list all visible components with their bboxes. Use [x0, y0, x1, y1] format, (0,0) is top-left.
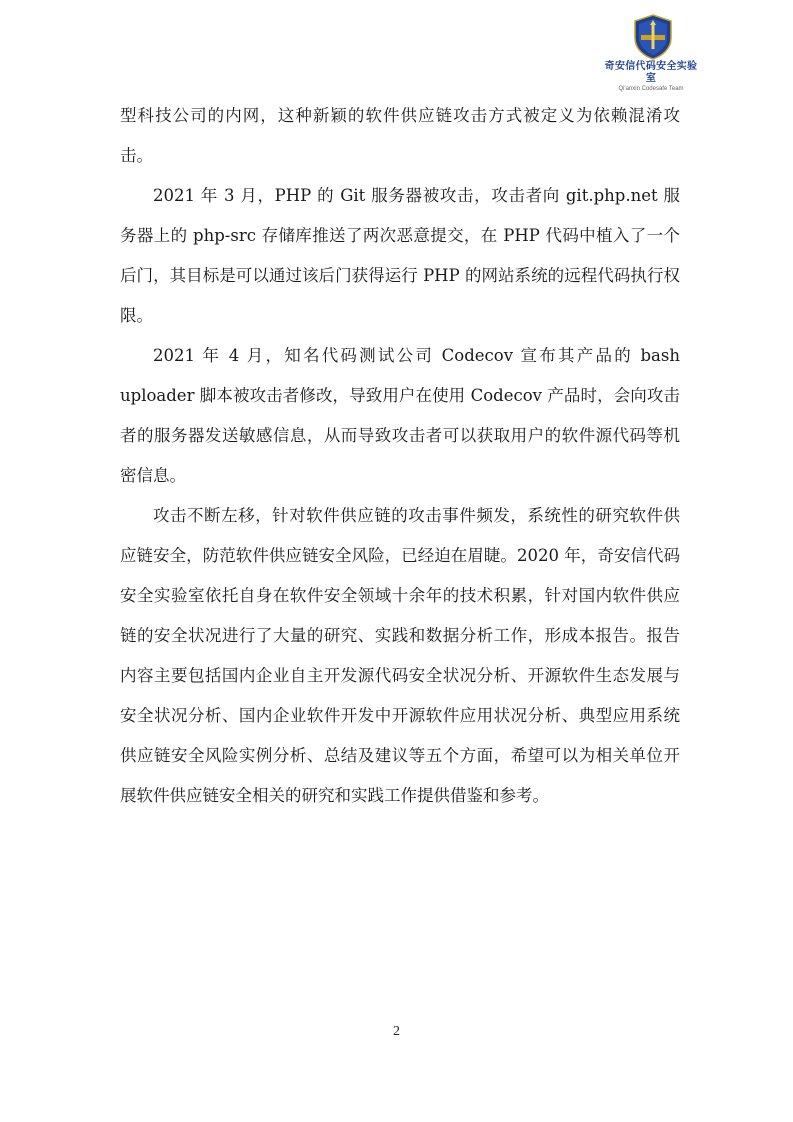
logo-title: 奇安信代码安全实验室	[604, 61, 698, 84]
logo-subtitle: Qi'anxin Codesafe Team	[618, 86, 684, 92]
page-number: 2	[393, 1024, 400, 1039]
shield-logo-icon	[633, 14, 673, 60]
paragraph-report-summary: 攻击不断左移，针对软件供应链的攻击事件频发，系统性的研究软件供应链安全，防范软件供应链安全风险，已经迫在眉睫。2020 年，奇安信代码安全实验室依托自身在软件安全领域十余年的技术积累，针对国内软件供应链的安全状况进行了大量的研究、实践和数据分析工作，形成本报告。报告内容主要包括国内企业自主开发源代码安全状况分析、开源软件生态发展与安全状况分析、国内企业软件开发中开源软件应用状况分析、典型应用系统供应链安全风险实例分析、总结及建议等五个方面，希望可以为相关单位开展软件供应链安全相关的研究和实践工作提供借鉴和参考。	[120, 506, 680, 805]
document-body	[120, 96, 680, 816]
paragraph-continued: 型科技公司的内网，这种新颖的软件供应链攻击方式被定义为依赖混淆攻击。	[120, 106, 680, 165]
paragraph-php-attack: 2021 年 3 月，PHP 的 Git 服务器被攻击，攻击者向 git.php.net 服务器上的 php-src 存储库推送了两次恶意提交，在 PHP 代码中植入了一个后门，其目标是可以通过该后门获得运行 PHP 的网站系统的远程代码执行权限。	[120, 186, 680, 325]
paragraph-codecov-attack: 2021 年 4 月，知名代码测试公司 Codecov 宣布其产品的 bash uploader 脚本被攻击者修改，导致用户在使用 Codecov 产品时，会向攻击者的服务器发送敏感信息，从而导致攻击者可以获取用户的软件源代码等机密信息。	[120, 346, 680, 485]
